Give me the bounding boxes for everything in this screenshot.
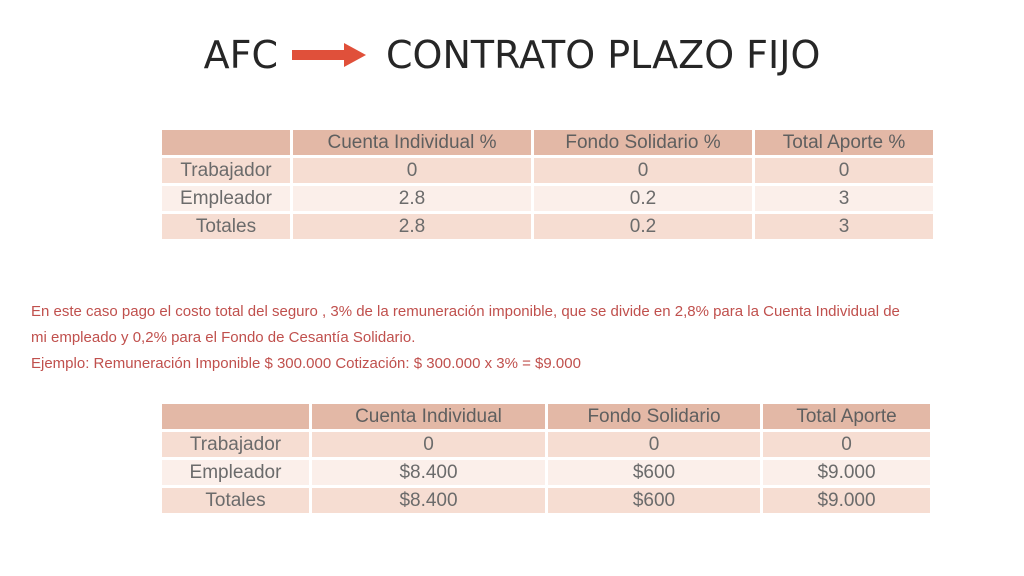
table-header-corner xyxy=(162,130,290,155)
table-cell: $8.400 xyxy=(312,488,545,513)
table-cell: $8.400 xyxy=(312,460,545,485)
table-cell: 3 xyxy=(755,186,933,211)
title-contrato: CONTRATO PLAZO FIJO xyxy=(386,33,821,77)
table-cell: $9.000 xyxy=(763,488,930,513)
table-header-row xyxy=(162,404,930,429)
note-line: mi empleado y 0,2% para el Fondo de Cesantía Solidario. xyxy=(31,329,416,346)
row-label: Totales xyxy=(162,488,309,513)
table-cell: 0 xyxy=(548,432,760,457)
amounts-table xyxy=(159,401,933,516)
table-cell: 0.2 xyxy=(534,186,752,211)
table-row xyxy=(162,186,933,211)
table-row xyxy=(162,432,930,457)
table-row xyxy=(162,214,933,239)
row-label: Trabajador xyxy=(162,158,290,183)
row-label: Empleador xyxy=(162,186,290,211)
table-cell: $600 xyxy=(548,488,760,513)
right-arrow-icon xyxy=(292,41,368,69)
table-header-corner xyxy=(162,404,309,429)
explanation-note xyxy=(31,299,1021,377)
table-cell: 2.8 xyxy=(293,186,531,211)
table-cell: 0 xyxy=(293,158,531,183)
table-cell: $9.000 xyxy=(763,460,930,485)
table-header-cell: Total Aporte xyxy=(763,404,930,429)
row-label: Totales xyxy=(162,214,290,239)
table-cell: 0 xyxy=(312,432,545,457)
table-header-cell: Fondo Solidario % xyxy=(534,130,752,155)
percentage-table xyxy=(159,127,936,242)
table-header-cell: Cuenta Individual xyxy=(312,404,545,429)
title-afc: AFC xyxy=(203,33,279,77)
table-row xyxy=(162,460,930,485)
row-label: Trabajador xyxy=(162,432,309,457)
table-cell: 0.2 xyxy=(534,214,752,239)
table-cell: 0 xyxy=(755,158,933,183)
table-cell: 3 xyxy=(755,214,933,239)
table-header-row xyxy=(162,130,933,155)
table-cell: 0 xyxy=(534,158,752,183)
table-cell: 0 xyxy=(763,432,930,457)
table-header-cell: Total Aporte % xyxy=(755,130,933,155)
row-label: Empleador xyxy=(162,460,309,485)
table-cell: 2.8 xyxy=(293,214,531,239)
table-cell: $600 xyxy=(548,460,760,485)
note-line: Ejemplo: Remuneración Imponible $ 300.000 Cotización: $ 300.000 x 3% = $9.000 xyxy=(31,355,581,372)
table-header-cell: Cuenta Individual % xyxy=(293,130,531,155)
table-row xyxy=(162,158,933,183)
table-header-cell: Fondo Solidario xyxy=(548,404,760,429)
table-row xyxy=(162,488,930,513)
note-line: En este caso pago el costo total del seguro , 3% de la remuneración imponible, que se divide en 2,8% para la Cuenta Individual de xyxy=(31,303,900,320)
slide-title xyxy=(0,33,1024,77)
